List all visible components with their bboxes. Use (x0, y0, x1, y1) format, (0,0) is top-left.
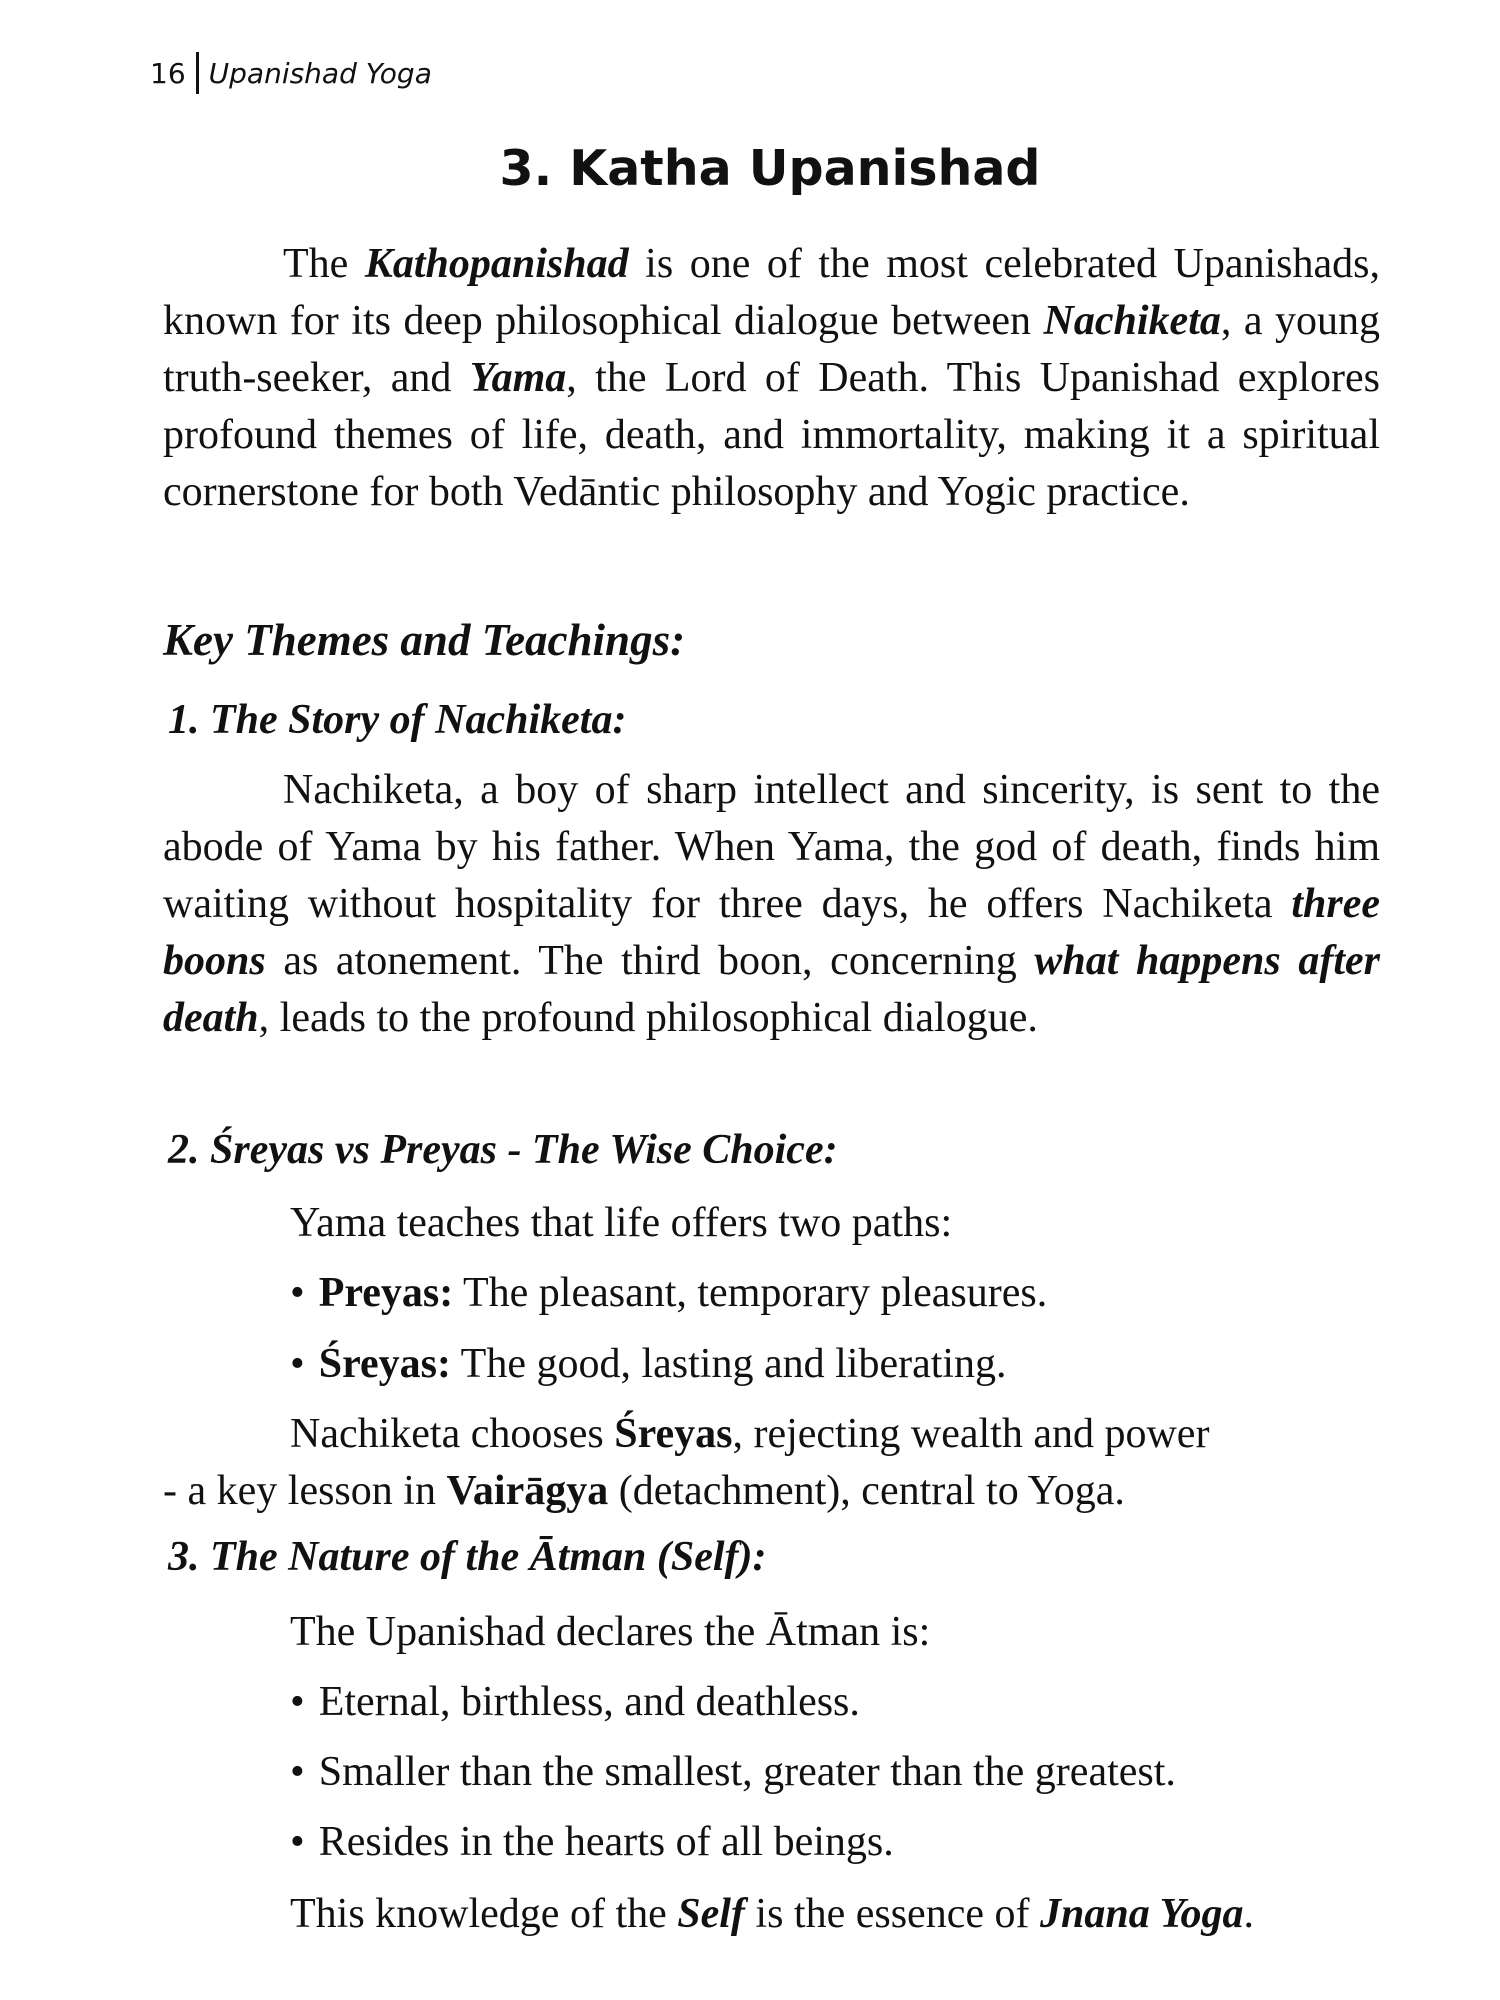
list-item (290, 1744, 1176, 1801)
intro-paragraph (163, 236, 1380, 521)
list-item-text: Resides in the hearts of all beings. (318, 1819, 894, 1865)
intro-emphasis: Kathopanishad (364, 241, 629, 287)
story-paragraph (163, 762, 1380, 1047)
choice-line-1 (290, 1406, 1209, 1463)
closing-line (290, 1886, 1254, 1943)
key-themes-heading: Key Themes and Teachings: (163, 615, 686, 665)
story-text: as atonement. The third boon, concerning (265, 938, 1035, 984)
term: Preyas: (318, 1270, 454, 1316)
closing-emphasis: Self (677, 1891, 745, 1937)
story-text: , leads to the profound philosophical dialogue. (258, 995, 1038, 1041)
closing-text: is the essence of (744, 1891, 1040, 1937)
choice-text: (detachment), central to Yoga. (608, 1468, 1125, 1514)
closing-text: This knowledge of the (290, 1891, 678, 1937)
intro-emphasis: Yama (469, 355, 567, 401)
list-item (290, 1265, 1047, 1322)
page-number: 16 (150, 56, 186, 90)
definition: The good, lasting and liberating. (450, 1341, 1007, 1387)
running-head (150, 50, 432, 96)
bullet-icon: • (290, 1679, 305, 1725)
chapter-title: 3. Katha Upanishad (499, 140, 1041, 197)
section-heading: 1. The Story of Nachiketa: (168, 697, 627, 743)
header-divider (196, 52, 199, 94)
list-item (290, 1336, 1007, 1393)
intro-text: The (283, 241, 365, 287)
section-heading: 2. Śreyas vs Preyas - The Wise Choice: (168, 1127, 838, 1173)
bullet-icon: • (290, 1270, 305, 1316)
intro-text: is one of the most celebrated Upanishads, known for its deep philosophical dialogue between (163, 241, 1381, 344)
book-title: Upanishad Yoga (208, 56, 432, 90)
section-heading: 3. The Nature of the Ātman (Self): (168, 1534, 767, 1580)
story-emphasis: three boons (163, 881, 1380, 984)
intro-text: , a young truth-seeker, and (163, 298, 1380, 401)
list-item (290, 1674, 860, 1731)
bullet-icon: • (290, 1749, 305, 1795)
intro-text: , the Lord of Death. This Upanishad explores profound themes of life, death, and immortality, making it a spiritual cornerstone for both Vedāntic philosophy and Yogic practice. (163, 355, 1380, 515)
choice-emphasis: Śreyas (614, 1411, 733, 1457)
story-text: Nachiketa, a boy of sharp intellect and sincerity, is sent to the abode of Yama by his father. When Yama, the god of death, finds him waiting without hospitality for three days, he offers Nachiketa (163, 767, 1380, 927)
closing-emphasis: Jnana Yoga (1039, 1891, 1244, 1937)
list-item-text: Smaller than the smallest, greater than the greatest. (318, 1749, 1176, 1795)
atman-intro: The Upanishad declares the Ātman is: (290, 1609, 931, 1655)
choice-text: , rejecting wealth and power (732, 1411, 1210, 1457)
list-item-text: Eternal, birthless, and deathless. (318, 1679, 860, 1725)
choice-line-2 (163, 1463, 1125, 1520)
bullet-icon: • (290, 1341, 305, 1387)
bullet-icon: • (290, 1819, 305, 1865)
choice-emphasis: Vairāgya (446, 1468, 609, 1514)
paths-intro: Yama teaches that life offers two paths: (290, 1200, 953, 1246)
term: Śreyas: (318, 1341, 451, 1387)
choice-text: - a key lesson in (163, 1468, 447, 1514)
closing-text: . (1243, 1891, 1254, 1937)
list-item (290, 1814, 894, 1871)
choice-text: Nachiketa chooses (290, 1411, 615, 1457)
definition: The pleasant, temporary pleasures. (453, 1270, 1048, 1316)
intro-emphasis: Nachiketa (1043, 298, 1221, 344)
story-emphasis: what happens after death (163, 938, 1380, 1041)
